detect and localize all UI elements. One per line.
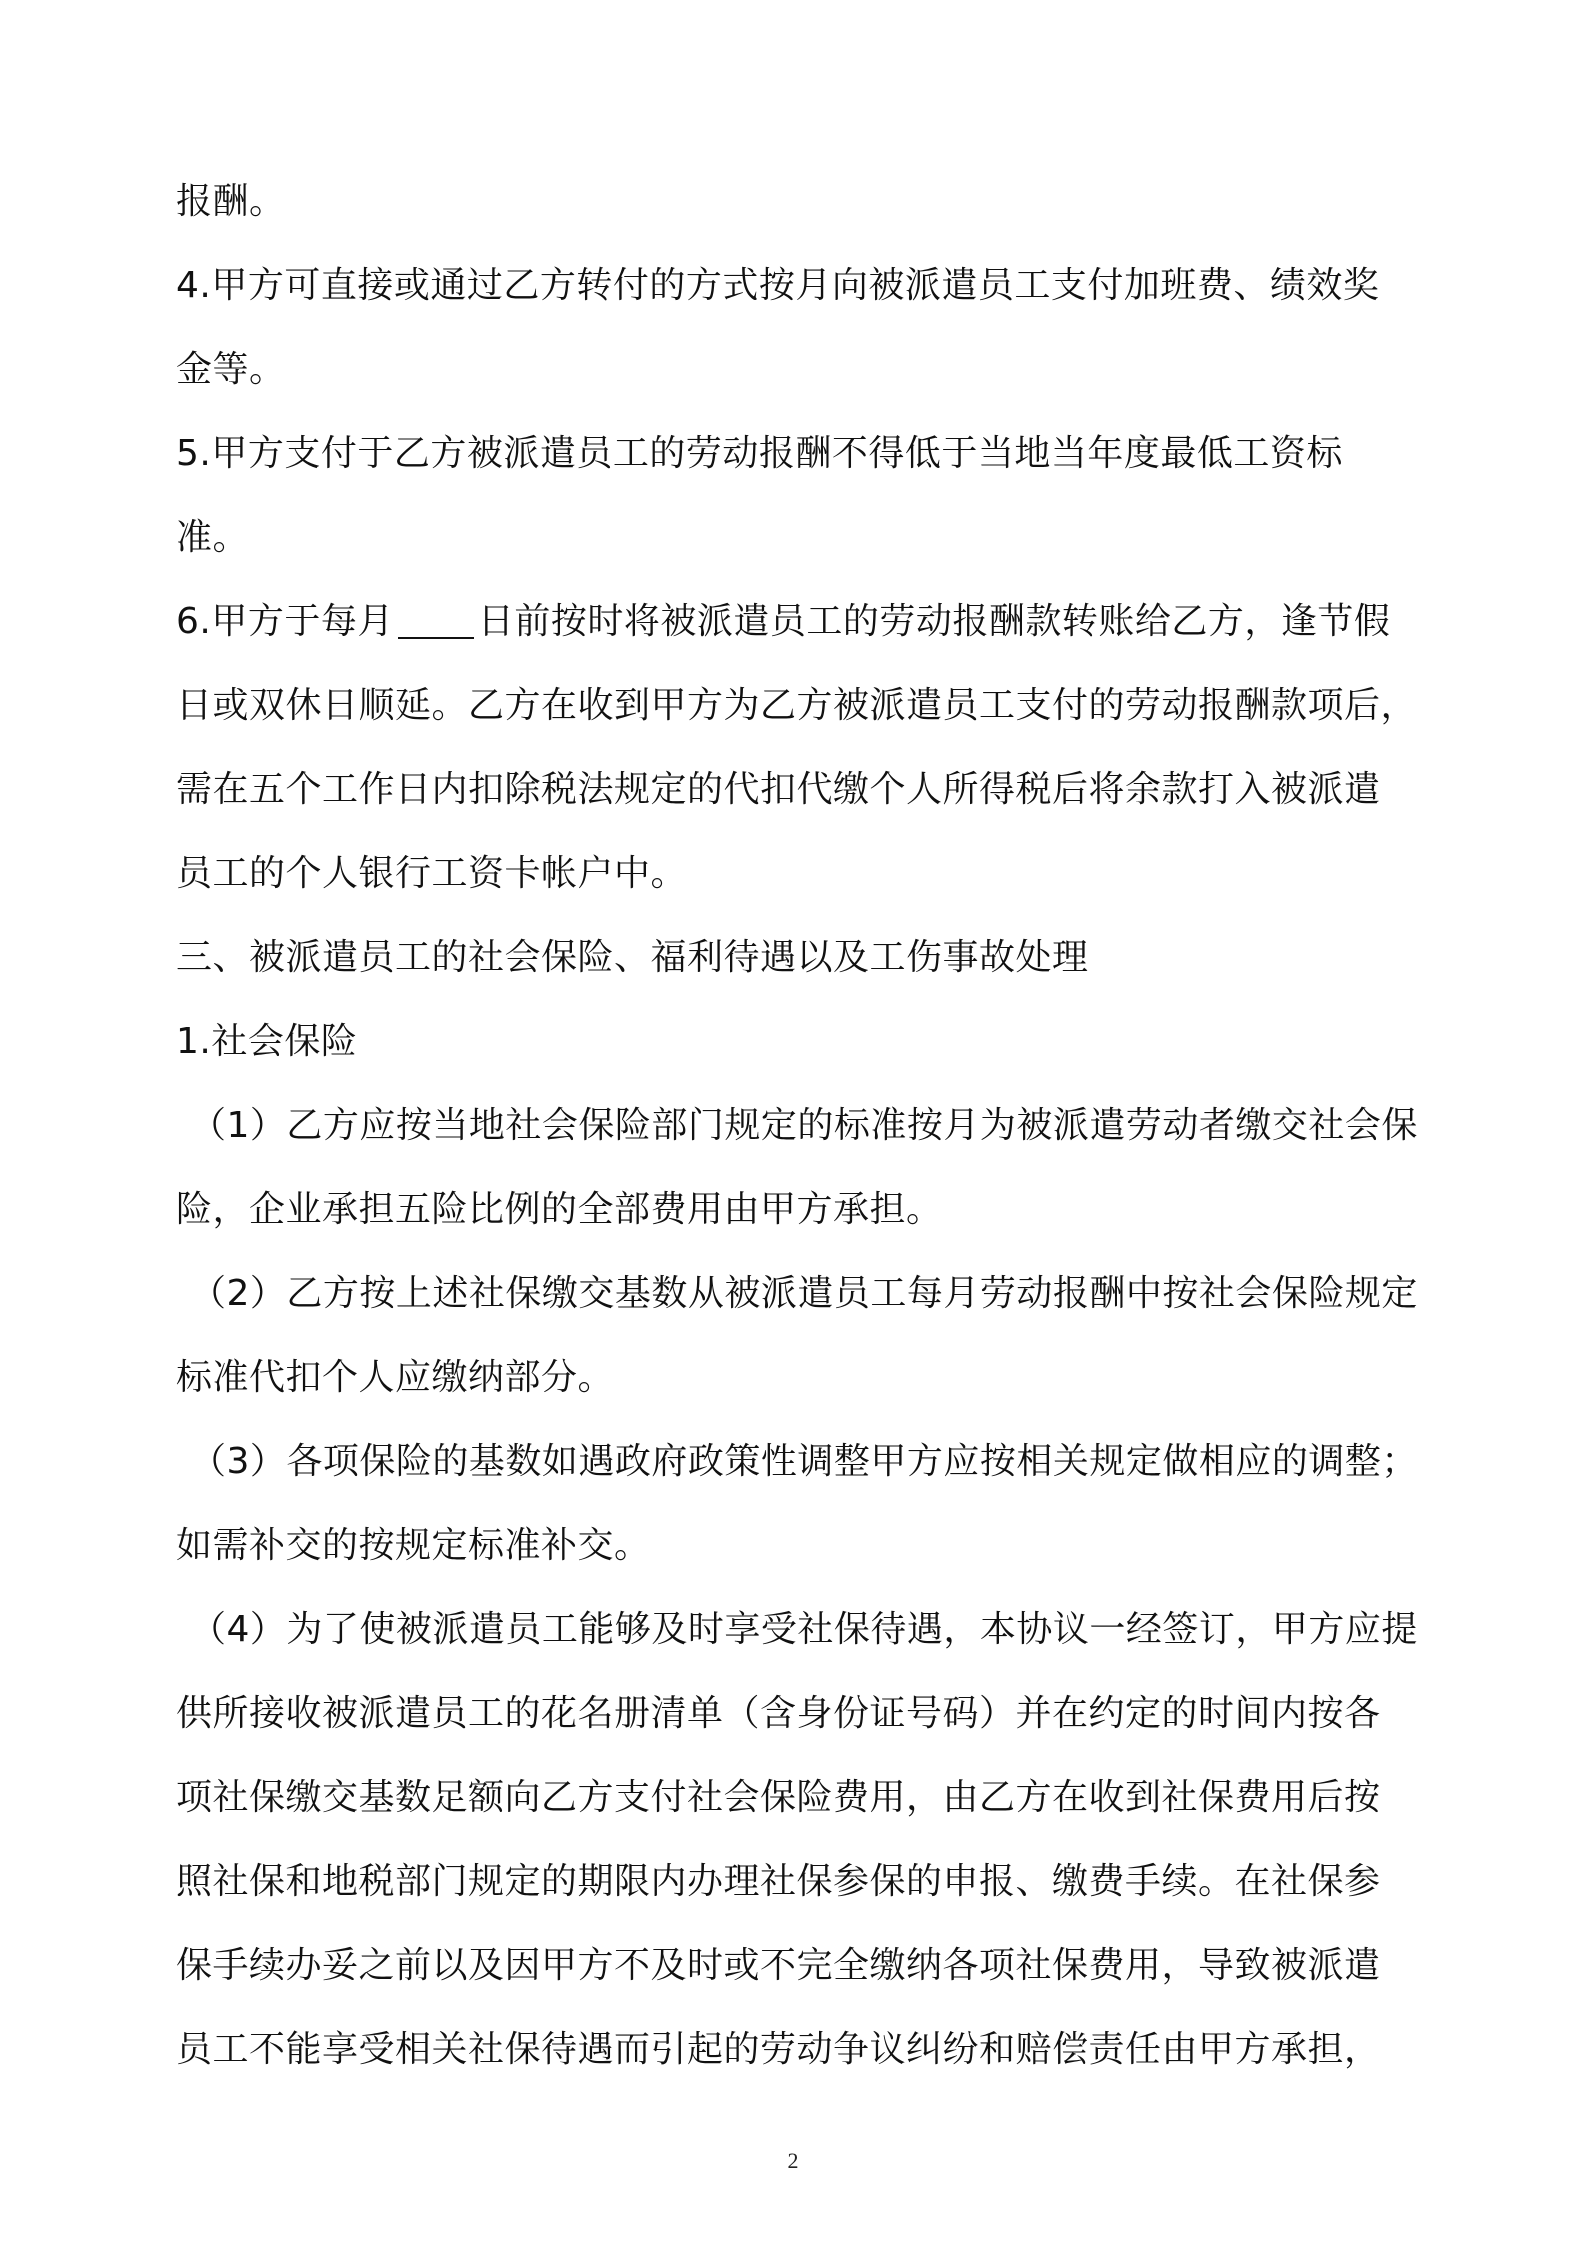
section-heading: 三、被派遣员工的社会保险、福利待遇以及工伤事故处理 [176, 937, 1089, 978]
text-line: 准。 [176, 517, 250, 558]
text-line: 项社保缴交基数足额向乙方支付社会保险费用，由乙方在收到社保费用后按 [176, 1777, 1381, 1818]
text-line-with-blank [176, 598, 1390, 646]
text-line: 保手续办妥之前以及因甲方不及时或不完全缴纳各项社保费用，导致被派遣 [176, 1945, 1381, 1986]
text-line: （4）为了使被派遣员工能够及时享受社保待遇，本协议一经签订，甲方应提 [190, 1609, 1418, 1650]
text-line: 员工不能享受相关社保待遇而引起的劳动争议纠纷和赔偿责任由甲方承担， [176, 2029, 1381, 2070]
text-line: 报酬。 [176, 181, 286, 222]
text-line: 如需补交的按规定标准补交。 [176, 1525, 651, 1566]
text-line: 标准代扣个人应缴纳部分。 [176, 1357, 615, 1398]
text-line: （3）各项保险的基数如遇政府政策性调整甲方应按相关规定做相应的调整； [190, 1441, 1418, 1482]
text-fragment: 日前按时将被派遣员工的劳动报酬款转账给乙方，逢节假 [477, 601, 1391, 642]
text-line: 员工的个人银行工资卡帐户中。 [176, 853, 688, 894]
text-fragment: 6.甲方于每月 [176, 601, 394, 642]
text-line: 供所接收被派遣员工的花名册清单（含身份证号码）并在约定的时间内按各 [176, 1693, 1381, 1734]
page-number: 2 [787, 2148, 799, 2173]
text-line: 险，企业承担五险比例的全部费用由甲方承担。 [176, 1189, 943, 1230]
text-line: （2）乙方按上述社保缴交基数从被派遣员工每月劳动报酬中按社会保险规定 [190, 1273, 1418, 1314]
text-line: 日或双休日顺延。乙方在收到甲方为乙方被派遣员工支付的劳动报酬款项后， [176, 685, 1418, 726]
text-line: 4.甲方可直接或通过乙方转付的方式按月向被派遣员工支付加班费、绩效奖 [176, 265, 1380, 306]
text-line: （1）乙方应按当地社会保险部门规定的标准按月为被派遣劳动者缴交社会保 [190, 1105, 1418, 1146]
text-line: 5.甲方支付于乙方被派遣员工的劳动报酬不得低于当地当年度最低工资标 [176, 433, 1343, 474]
subsection-heading: 1.社会保险 [176, 1021, 358, 1062]
text-line: 照社保和地税部门规定的期限内办理社保参保的申报、缴费手续。在社保参 [176, 1861, 1381, 1902]
text-line: 金等。 [176, 349, 286, 390]
text-line: 需在五个工作日内扣除税法规定的代扣代缴个人所得税后将余款打入被派遣 [176, 769, 1381, 810]
fill-in-blank [398, 599, 474, 639]
